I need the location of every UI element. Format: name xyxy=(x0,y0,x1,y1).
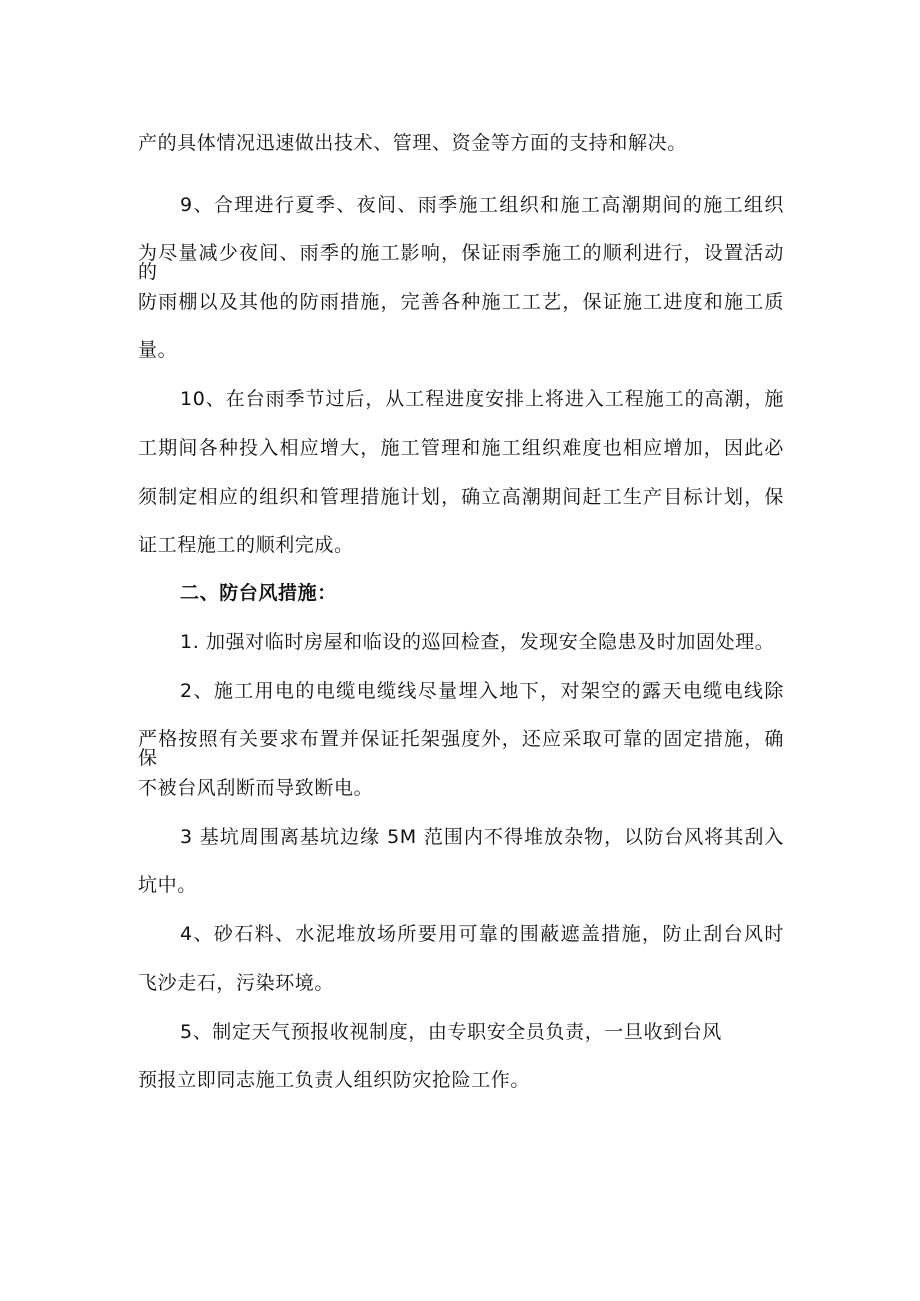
section-heading-typhoon-measures: 二、防台风措施： xyxy=(180,582,337,604)
item-9-line-2: 为尽量减少夜间、雨季的施工影响，保证雨季施工的顺利进行，设置活动的 xyxy=(138,242,784,283)
typhoon-item-2-line-1: 2、施工用电的电缆电缆线尽量埋入地下，对架空的露天电缆电线除 xyxy=(180,680,784,702)
typhoon-item-5-line-1: 5、制定天气预报收视制度，由专职安全员负责，一旦收到台风 xyxy=(180,1021,722,1043)
item-9-line-3: 防雨棚以及其他的防雨措施，完善各种施工工艺，保证施工进度和施工质 xyxy=(138,291,784,313)
item-10-line-4: 证工程施工的顺利完成。 xyxy=(138,534,354,556)
item-9-line-4: 量。 xyxy=(138,339,178,361)
typhoon-item-4-line-2: 飞沙走石，污染环境。 xyxy=(138,972,335,994)
typhoon-item-3-line-1: 3 基坑周围离基坑边缘 5M 范围内不得堆放杂物，以防台风将其刮入 xyxy=(180,826,784,848)
typhoon-item-2-line-3: 不被台风刮断而导致断电。 xyxy=(138,777,374,799)
typhoon-item-1: 1. 加强对临时房屋和临设的巡回检查，发现安全隐患及时加固处理。 xyxy=(180,631,775,653)
item-10-line-1: 10、在台雨季节过后，从工程进度安排上将进入工程施工的高潮，施 xyxy=(180,388,784,410)
item-10-line-3: 须制定相应的组织和管理措施计划，确立高潮期间赶工生产目标计划，保 xyxy=(138,486,784,508)
typhoon-item-2-line-2: 严格按照有关要求布置并保证托架强度外，还应采取可靠的固定措施，确保 xyxy=(138,728,784,769)
typhoon-item-3-line-2: 坑中。 xyxy=(138,874,197,896)
typhoon-item-5-line-2: 预报立即同志施工负责人组织防灾抢险工作。 xyxy=(138,1069,531,1091)
typhoon-item-4-line-1: 4、砂石料、水泥堆放场所要用可靠的围蔽遮盖措施，防止刮台风时 xyxy=(180,923,784,945)
item-9-line-1: 9、合理进行夏季、夜间、雨季施工组织和施工高潮期间的施工组织 xyxy=(180,194,784,216)
item-10-line-2: 工期间各种投入相应增大，施工管理和施工组织难度也相应增加，因此必 xyxy=(138,437,784,459)
paragraph-8-end-line: 产的具体情况迅速做出技术、管理、资金等方面的支持和解决。 xyxy=(138,132,687,154)
